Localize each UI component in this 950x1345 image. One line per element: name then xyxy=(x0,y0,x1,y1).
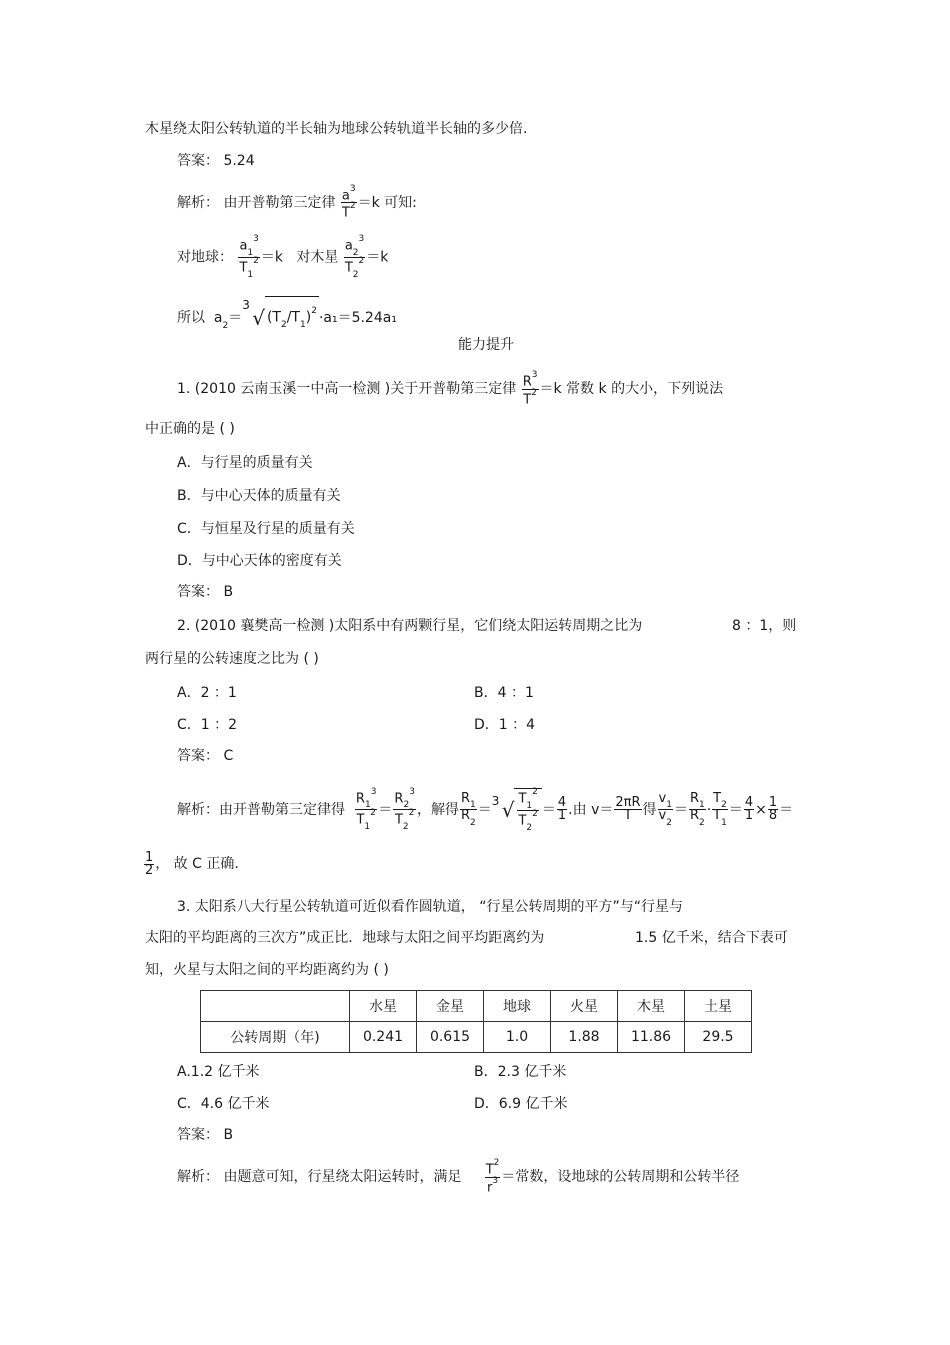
q2-analysis-get: 得 xyxy=(642,801,657,818)
q2-option-a: A．2 ：1 xyxy=(177,685,237,701)
q2-option-b: B．4 ：1 xyxy=(474,685,534,701)
table-header-cell: 金星 xyxy=(417,991,484,1022)
formula-jupiter: $\frac{a_2^3}{T_2^2}$ xyxy=(344,234,365,280)
q1-option-b: B．与中心天体的质量有关 xyxy=(177,488,341,504)
table-cell: 0.615 xyxy=(417,1022,484,1053)
table-header-cell: 木星 xyxy=(618,991,685,1022)
q2-option-c: C．1 ：2 xyxy=(177,717,238,733)
table-header-row xyxy=(201,991,752,1022)
table-header-cell: 土星 xyxy=(685,991,752,1022)
table-header-cell: 地球 xyxy=(484,991,551,1022)
table-header-cell xyxy=(201,991,350,1022)
table-cell: 1.88 xyxy=(551,1022,618,1053)
q2-analysis-by: .由 v＝ xyxy=(568,801,614,818)
table-cell: 1.0 xyxy=(484,1022,551,1053)
q2-stem-a: 2. (2010 襄樊高一检测 )太阳系中有两颗行星，它们绕太阳运转周期之比为 xyxy=(177,618,643,634)
cube-root: 3 √ $(T_2/T_1)^2$ xyxy=(242,296,319,340)
analysis-suffix: ＝k 可知: xyxy=(357,194,417,211)
q2-option-d: D．1 ：4 xyxy=(474,717,536,733)
q3-stem-b: 太阳的平均距离的三次方”成正比．地球与太阳之间平均距离约为 xyxy=(145,930,545,946)
formula-t2-r3: $\frac{T^2}{r^3}$ xyxy=(485,1158,500,1195)
q3-stem-c: 知，火星与太阳之间的平均距离约为 ( ) xyxy=(145,962,389,978)
formula-r1-r2: $\frac{R_1}{R_2}$ xyxy=(460,790,476,829)
q3-analysis-line xyxy=(177,1158,739,1196)
formula-r1-r2-b: $\frac{R_1}{R_2}$ xyxy=(689,790,705,829)
analysis-prefix: 解析： 由开普勒第三定律 xyxy=(177,194,336,211)
table-cell: 公转周期（年) xyxy=(201,1022,350,1053)
fraction-4-1-b: $\frac{4}{1}$ xyxy=(744,795,754,824)
table-header-cell: 水星 xyxy=(350,991,417,1022)
q2-stem-ratio: 8 ：1，则 xyxy=(732,618,797,634)
q1-stem-c: 中正确的是 ( ) xyxy=(145,421,235,437)
table-header-cell: 火星 xyxy=(551,991,618,1022)
q3-option-b: B．2.3 亿千米 xyxy=(474,1064,567,1080)
q3-answer: 答案： B xyxy=(177,1127,234,1143)
so-result: ·a₁＝5.24a₁ xyxy=(318,310,397,327)
q2-analysis-prefix: 解析：由开普勒第三定律得 xyxy=(177,801,345,818)
q3-stem-a: 3. 太阳系八大行星公转轨道可近似看作圆轨道， “行星公转周期的平方”与“行星与 xyxy=(177,899,684,915)
q3-analysis-prefix: 解析： 由题意可知，行星绕太阳运转时，满足 xyxy=(177,1169,462,1185)
q2-analysis-mid: 解得 xyxy=(430,801,459,818)
q3-option-c: C．4.6 亿千米 xyxy=(177,1096,270,1112)
q2-answer: 答案： C xyxy=(177,748,234,764)
period-table xyxy=(200,990,752,1053)
table-cell: 29.5 xyxy=(685,1022,752,1053)
so-label: 所以 xyxy=(177,310,205,327)
q1-option-a: A．与行星的质量有关 xyxy=(177,455,313,471)
jupiter-label: 对木星 xyxy=(296,249,339,266)
formula-v1-v2: $\frac{v_1}{v_2}$ xyxy=(658,790,672,829)
q1-stem-a: 1. (2010 云南玉溪一中高一检测 )关于开普勒第三定律 xyxy=(177,381,517,397)
so-line: 所以 $a_2=$ 3 √ $(T_2/T_1)^2 \cdot a_1=5.24a_1$ xyxy=(177,296,397,341)
q2-analysis-end: ， 故 C 正确. xyxy=(155,856,239,872)
table-cell: 0.241 xyxy=(350,1022,417,1053)
formula-r1-t1: $\frac{R_1^3}{T_1^2}$ xyxy=(355,786,377,833)
q2-analysis-end-line xyxy=(143,846,239,882)
eq-k-jupiter: ＝k xyxy=(366,249,389,266)
analysis-line xyxy=(177,186,417,220)
question-text: 木星绕太阳公转轨道的半长轴为地球公转轨道半长轴的多少倍. xyxy=(145,121,528,137)
q1-stem-line xyxy=(177,372,723,406)
table-row xyxy=(201,1022,752,1053)
q1-stem-b: ＝k 常数 k 的大小，下列说法 xyxy=(539,381,724,397)
fraction-1-8: $\frac{1}{8}$ xyxy=(768,795,778,824)
formula-r2-t2: $\frac{R_2^3}{T_2^2}$ xyxy=(394,786,415,833)
earth-label: 对地球： xyxy=(177,249,233,266)
formula-earth: $\frac{a_1^3}{T_1^2}$ xyxy=(239,234,259,280)
formula-2pir-t: $\frac{2\pi R}{T}$ xyxy=(615,795,641,824)
q2-analysis-line: 解析：由开普勒第三定律得 $\frac{R_1^3}{T_1^2}$ ＝ $\frac{R_2^3}{T_2^2}$ ，解得 $\frac{R_1}{R_2}$ ＝ 3 √ $\frac{T_1^2}{T_2^2}$ ＝ $\frac{4}{1}$ .由 v＝ $\frac{2\pi R}{T}$ 得 $\frac{v_1}{v_2}$ ＝ $\frac{R_1}{R_2}$ · $\frac{T_2}{T_1}$ ＝ $\frac{4}{1}$ × $\frac{1}{8}$ ＝ xyxy=(177,786,794,833)
q1-option-c: C．与恒星及行星的质量有关 xyxy=(177,521,355,537)
fraction-4-1: $\frac{4}{1}$ xyxy=(557,795,567,824)
answer-text: 答案： 5.24 xyxy=(177,153,255,169)
cube-root-ratio: 3 √ $\frac{T_1^2}{T_2^2}$ xyxy=(492,788,542,832)
section-title: 能力提升 xyxy=(458,337,514,353)
table-cell: 11.86 xyxy=(618,1022,685,1053)
formula-t2-t1: $\frac{T_2}{T_1}$ xyxy=(713,790,727,829)
q3-option-d: D．6.9 亿千米 xyxy=(474,1096,568,1112)
earth-jupiter-line xyxy=(177,236,388,279)
eq-k-earth: ＝k xyxy=(260,249,283,266)
q1-option-d: D．与中心天体的密度有关 xyxy=(177,553,342,569)
q2-stem-b: 两行星的公转速度之比为 ( ) xyxy=(145,651,319,667)
fraction-1-2: $\frac{1}{2}$ xyxy=(145,849,154,878)
q1-answer: 答案： B xyxy=(177,584,234,600)
formula-r3-t2: $\frac{R^3}{T^2}$ xyxy=(522,370,538,407)
formula-a3-t2: $\frac{a^3}{T^2}$ xyxy=(341,184,356,221)
q3-stem-b2: 1.5 亿千米，结合下表可 xyxy=(635,930,788,946)
q3-analysis-suffix: ＝常数，设地球的公转周期和公转半径 xyxy=(501,1169,740,1185)
q3-option-a: A.1.2 亿千米 xyxy=(177,1064,260,1080)
